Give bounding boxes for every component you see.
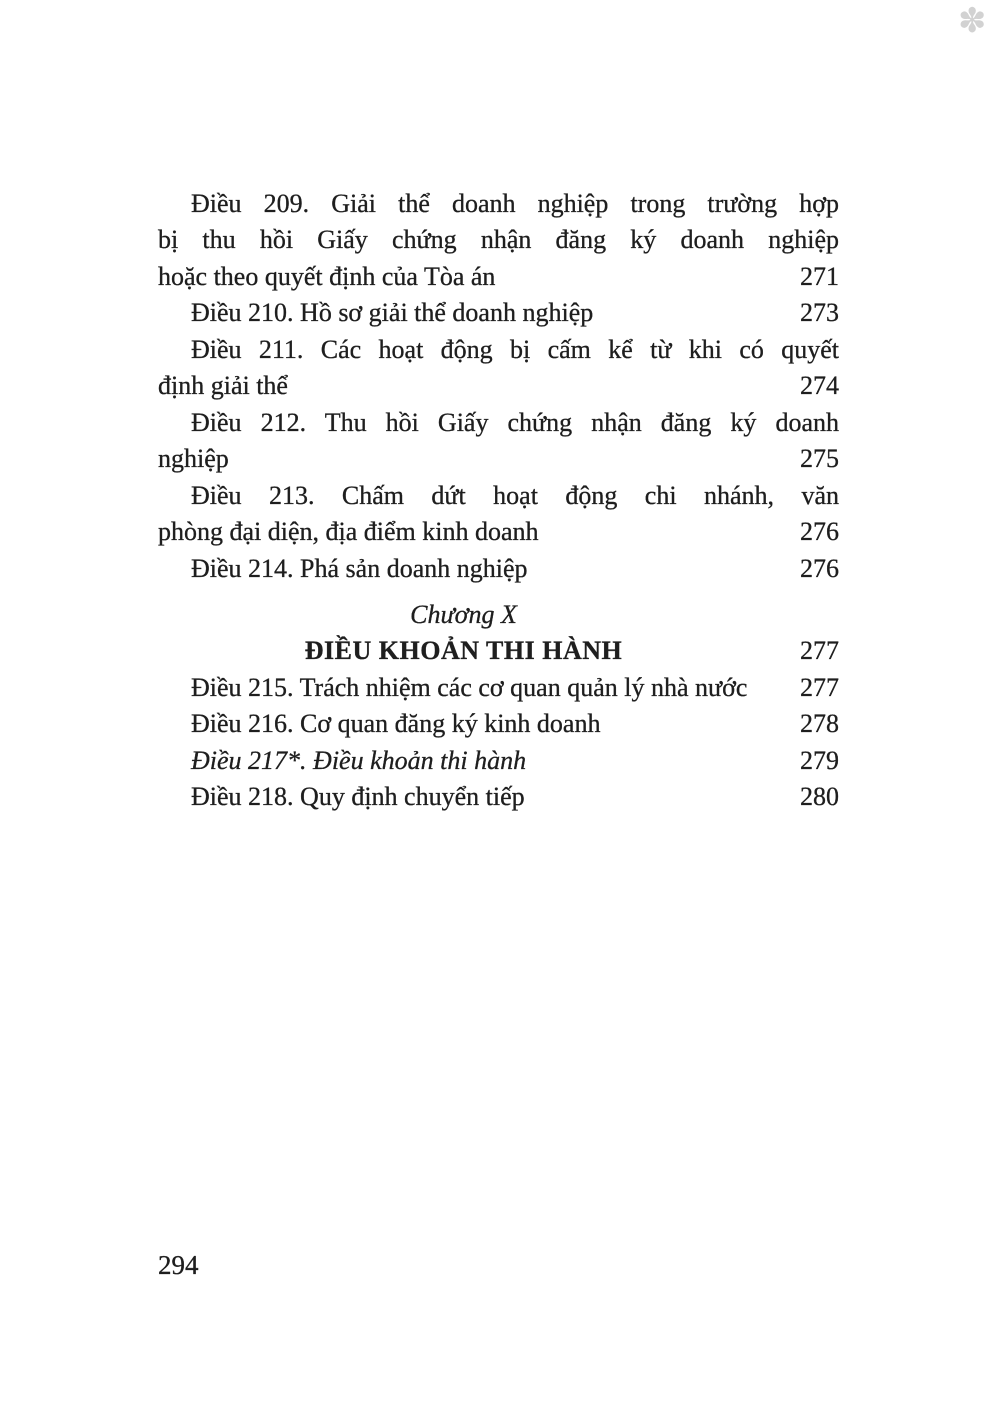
toc-page-number: 280 bbox=[800, 782, 839, 812]
toc-row bbox=[158, 633, 839, 669]
toc-row bbox=[158, 368, 839, 404]
toc-entry-text: Điều 209. Giải thể doanh nghiệp trong trường hợp bbox=[191, 189, 839, 218]
toc-entry-text: Điều 211. Các hoạt động bị cấm kể từ khi có quyết bbox=[191, 334, 839, 364]
toc-entry-text: phòng đại diện, địa điểm kinh doanh bbox=[158, 517, 539, 547]
toc-page-number: 275 bbox=[800, 444, 839, 474]
toc-entry-text: Chương X bbox=[410, 599, 517, 629]
toc-entry-text: Điều 218. Quy định chuyển tiếp bbox=[191, 782, 525, 812]
toc-page-number: 273 bbox=[800, 298, 839, 328]
toc-row bbox=[158, 779, 839, 815]
toc-page-number: 271 bbox=[800, 261, 839, 291]
toc-page-number: 277 bbox=[800, 672, 839, 702]
toc-entry-text: bị thu hồi Giấy chứng nhận đăng ký doanh nghiệp bbox=[158, 225, 839, 255]
toc-entry-text: Điều 217*. Điều khoản thi hành bbox=[191, 745, 527, 775]
toc-page-number: 278 bbox=[800, 709, 839, 739]
toc-entry-text: định giải thể bbox=[158, 371, 288, 401]
toc-entry-text: Điều 210. Hồ sơ giải thể doanh nghiệp bbox=[191, 298, 594, 328]
toc-entry-text: Điều 213. Chấm dứt hoạt động chi nhánh, văn bbox=[191, 480, 839, 510]
toc-page-number: 276 bbox=[800, 553, 839, 583]
toc-page-number: 277 bbox=[800, 636, 839, 666]
toc-row bbox=[158, 706, 839, 742]
toc-row bbox=[158, 405, 839, 441]
table-of-contents bbox=[158, 186, 839, 816]
toc-page-number: 276 bbox=[800, 517, 839, 547]
flower-icon: ✽ bbox=[958, 1, 987, 41]
toc-row bbox=[158, 332, 839, 368]
toc-entry-text: Điều 216. Cơ quan đăng ký kinh doanh bbox=[191, 709, 601, 739]
toc-entry-text: nghiệp bbox=[158, 444, 229, 474]
toc-row bbox=[158, 478, 839, 514]
toc-row bbox=[158, 670, 839, 706]
toc-row bbox=[158, 441, 839, 477]
toc-row bbox=[158, 551, 839, 587]
toc-row bbox=[158, 597, 839, 633]
toc-row bbox=[158, 186, 839, 222]
toc-row bbox=[158, 295, 839, 331]
toc-row bbox=[158, 222, 839, 258]
toc-page-number: 279 bbox=[800, 745, 839, 775]
toc-row bbox=[158, 514, 839, 550]
toc-entry-text: Điều 215. Trách nhiệm các cơ quan quản lý nhà nước bbox=[191, 672, 748, 702]
toc-entry-text: Điều 212. Thu hồi Giấy chứng nhận đăng ký doanh bbox=[191, 407, 839, 437]
toc-row bbox=[158, 743, 839, 779]
toc-entry-text: ĐIỀU KHOẢN THI HÀNH bbox=[304, 636, 623, 666]
toc-entry-text: hoặc theo quyết định của Tòa án bbox=[158, 261, 496, 291]
page-number: 294 bbox=[158, 1250, 199, 1280]
toc-row bbox=[158, 259, 839, 295]
toc-page-number: 274 bbox=[800, 371, 839, 401]
toc-entry-text: Điều 214. Phá sản doanh nghiệp bbox=[191, 553, 528, 583]
